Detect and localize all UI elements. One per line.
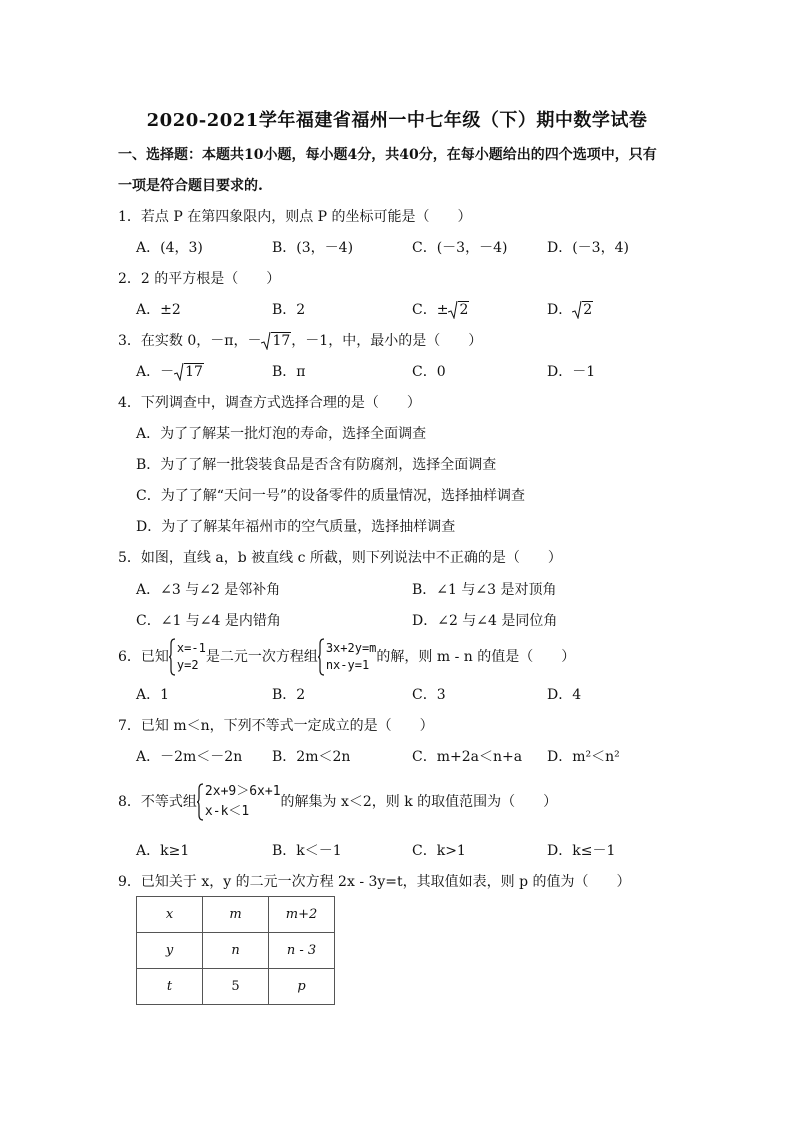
table-cell: x <box>137 897 203 933</box>
q8-option-b: B．k＜－1 <box>272 843 342 859</box>
q6-system-2 <box>318 638 377 676</box>
q8-option-a: A．k≥1 <box>136 843 190 859</box>
q8-sys-eq1: 2x+9＞6x+1 <box>204 784 281 799</box>
q6-stem <box>118 638 575 676</box>
q6-option-d: D．4 <box>547 687 582 703</box>
table-cell: p <box>269 969 335 1005</box>
q3-option-a <box>136 362 204 382</box>
q5-stem: 5．如图，直线 a，b 被直线 c 所截，则下列说法中不正确的是（ ） <box>118 550 562 566</box>
q5-option-c: C．∠1 与∠4 是内错角 <box>136 613 281 629</box>
table-cell: y <box>137 933 203 969</box>
q7-option-c: C．m+2a＜n+a <box>412 749 523 765</box>
q3-stem-pre: 3．在实数 0，－π，－ <box>118 333 262 349</box>
q9-stem: 9．已知关于 x，y 的二元一次方程 2x - 3y=t，其取值如表，则 p 的值为（ ） <box>118 874 631 890</box>
q6-sys1-eq1: x=-1 <box>176 641 206 655</box>
section-heading-line1: 一、选择题：本题共10小题，每小题4分，共40分，在每小题给出的四个选项中，只有 <box>118 147 657 163</box>
q6-option-a: A．1 <box>136 687 170 703</box>
q3-option-a-prefix: A．－ <box>136 364 175 380</box>
q4-stem: 4．下列调查中，调查方式选择合理的是（ ） <box>118 395 421 411</box>
q2-option-d-prefix: D． <box>547 302 573 318</box>
q3-stem-radicand: 17 <box>272 333 291 349</box>
q4-option-b: B．为了了解一批袋装食品是否含有防腐剂，选择全面调查 <box>136 457 497 473</box>
q5-option-d: D．∠2 与∠4 是同位角 <box>412 613 558 629</box>
q2-stem: 2．2 的平方根是（ ） <box>118 271 281 287</box>
q3-stem-post: ，－1，中，最小的是（ ） <box>291 333 483 349</box>
q6-option-c: C．3 <box>412 687 446 703</box>
sqrt-sign-icon <box>572 300 593 320</box>
q4-option-d: D．为了了解某年福州市的空气质量，选择抽样调查 <box>136 519 456 535</box>
q6-sys1-eq2: y=2 <box>176 658 199 672</box>
table-cell: m+2 <box>269 897 335 933</box>
table-cell: t <box>137 969 203 1005</box>
left-brace-icon <box>169 638 175 676</box>
q6-option-b: B．2 <box>272 687 306 703</box>
q6-stem-pre: 6．已知 <box>118 649 169 665</box>
q2-option-a: A．±2 <box>136 302 181 318</box>
sqrt-sign-icon <box>174 362 204 382</box>
q8-option-c: C．k>1 <box>412 843 466 859</box>
q2-option-d-radicand: 2 <box>583 302 593 318</box>
table-cell: n - 3 <box>269 933 335 969</box>
page-title: 2020-2021学年福建省福州一中七年级（下）期中数学试卷 <box>146 110 648 131</box>
table-cell: m <box>203 897 269 933</box>
q8-stem-post: 的解集为 x＜2，则 k 的取值范围为（ ） <box>280 794 558 810</box>
q5-option-a: A．∠3 与∠2 是邻补角 <box>136 582 281 598</box>
table-row <box>137 897 335 933</box>
q8-stem-pre: 8．不等式组 <box>118 794 197 810</box>
q2-option-c-prefix: C．± <box>412 302 449 318</box>
q2-option-b: B．2 <box>272 302 306 318</box>
table-cell: 5 <box>203 969 269 1005</box>
q1-option-c: C．(－3，－4) <box>412 240 508 256</box>
section-heading-line2: 一项是符合题目要求的. <box>118 178 263 194</box>
q7-option-b: B．2m＜2n <box>272 749 351 765</box>
q4-option-a: A．为了了解某一批灯泡的寿命，选择全面调查 <box>136 426 427 442</box>
q7-option-d: D．m²＜n² <box>547 749 620 765</box>
q8-sys-eq2: x-k＜1 <box>204 804 250 819</box>
q8-option-d: D．k≤－1 <box>547 843 616 859</box>
q6-system-1 <box>169 638 206 676</box>
q5-option-b: B．∠1 与∠3 是对顶角 <box>412 582 557 598</box>
q2-option-d <box>547 300 593 320</box>
q7-stem: 7．已知 m＜n，下列不等式一定成立的是（ ） <box>118 718 434 734</box>
q6-stem-post: 的解，则 m - n 的值是（ ） <box>376 649 576 665</box>
table-row <box>137 933 335 969</box>
q7-option-a: A．－2m＜－2n <box>136 749 243 765</box>
q3-option-a-radicand: 17 <box>185 364 203 380</box>
q6-sys2-eq2: nx-y=1 <box>325 658 370 672</box>
table-cell: n <box>203 933 269 969</box>
left-brace-icon <box>318 638 324 676</box>
q3-option-c: C．0 <box>412 364 446 380</box>
sqrt-sign-icon <box>448 300 469 320</box>
q3-stem <box>118 331 482 351</box>
q2-option-c-radicand: 2 <box>459 302 469 318</box>
q1-option-a: A．(4，3) <box>136 240 203 256</box>
q8-system <box>197 781 281 823</box>
sqrt-sign-icon <box>261 331 291 351</box>
q1-option-d: D．(－3，4) <box>547 240 629 256</box>
q3-option-b: B．π <box>272 364 306 380</box>
left-brace-icon <box>197 781 203 823</box>
q1-option-b: B．(3，－4) <box>272 240 354 256</box>
q6-sys2-eq1: 3x+2y=m <box>325 641 377 655</box>
table-row <box>137 969 335 1005</box>
q9-value-table <box>136 896 335 1005</box>
q8-stem <box>118 780 557 824</box>
q6-stem-mid: 是二元一次方程组 <box>205 649 318 665</box>
q4-option-c: C．为了了解“天问一号”的设备零件的质量情况，选择抽样调查 <box>136 488 526 504</box>
q2-option-c <box>412 300 469 320</box>
q3-option-d: D．－1 <box>547 364 596 380</box>
q1-stem: 1．若点 P 在第四象限内，则点 P 的坐标可能是（ ） <box>118 209 472 225</box>
